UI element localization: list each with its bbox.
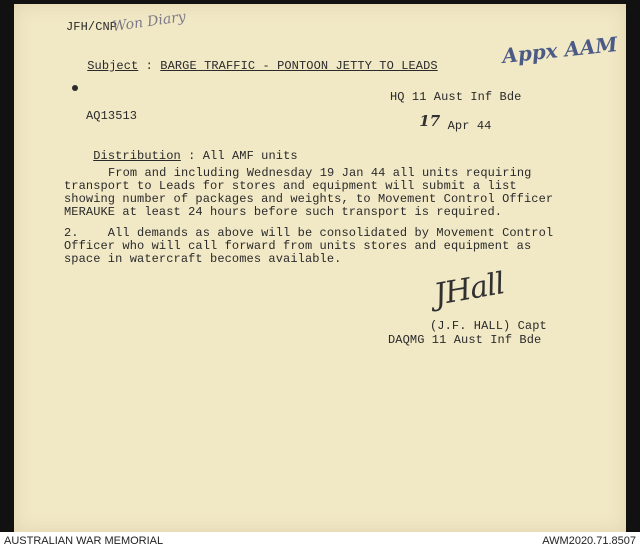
subject-label: Subject: [87, 59, 139, 73]
handwritten-date: 17: [419, 112, 441, 130]
paragraph-1-line: transport to Leads for stores and equipment will submit a list: [64, 179, 517, 193]
date-line: [390, 105, 491, 146]
paragraph-1-line: MERAUKE at least 24 hours before such transport is required.: [64, 205, 503, 219]
pencil-note: Won Diary: [111, 8, 187, 36]
paragraph-2-line: Officer who will call forward from units stores and equipment as: [64, 239, 532, 253]
reference-code: JFH/CNP: [66, 20, 118, 34]
signatory-name: (J.F. HALL) Capt: [430, 319, 547, 333]
archive-footer: [0, 532, 640, 549]
aq-reference: AQ13513: [86, 109, 138, 123]
document-page: [14, 4, 626, 532]
paragraph-2-line: 2. All demands as above will be consolidated by Movement Control: [64, 226, 554, 240]
footer-institution: AUSTRALIAN WAR MEMORIAL: [4, 535, 164, 547]
footer-accession: AWM2020.71.8507: [542, 535, 636, 547]
distribution-text: : All AMF units: [188, 149, 298, 163]
typed-date: Apr 44: [447, 119, 492, 133]
punch-mark: [72, 85, 78, 91]
subject-line: [58, 47, 438, 86]
signature: JHall: [431, 266, 507, 313]
distribution-label: Distribution: [93, 149, 181, 163]
signatory-title: DAQMG 11 Aust Inf Bde: [388, 333, 542, 347]
paragraph-1-line: showing number of packages and weights, to Movement Control Officer: [64, 192, 554, 206]
subject-text: BARGE TRAFFIC - PONTOON JETTY TO LEADS: [160, 59, 438, 73]
paragraph-2-line: space in watercraft becomes available.: [64, 252, 342, 266]
hq-line: HQ 11 Aust Inf Bde: [390, 90, 522, 104]
archive-annotation: Appx AAM: [501, 32, 619, 68]
subject-separator: :: [145, 59, 153, 73]
paragraph-1-line: From and including Wednesday 19 Jan 44 all units requiring: [108, 166, 532, 180]
